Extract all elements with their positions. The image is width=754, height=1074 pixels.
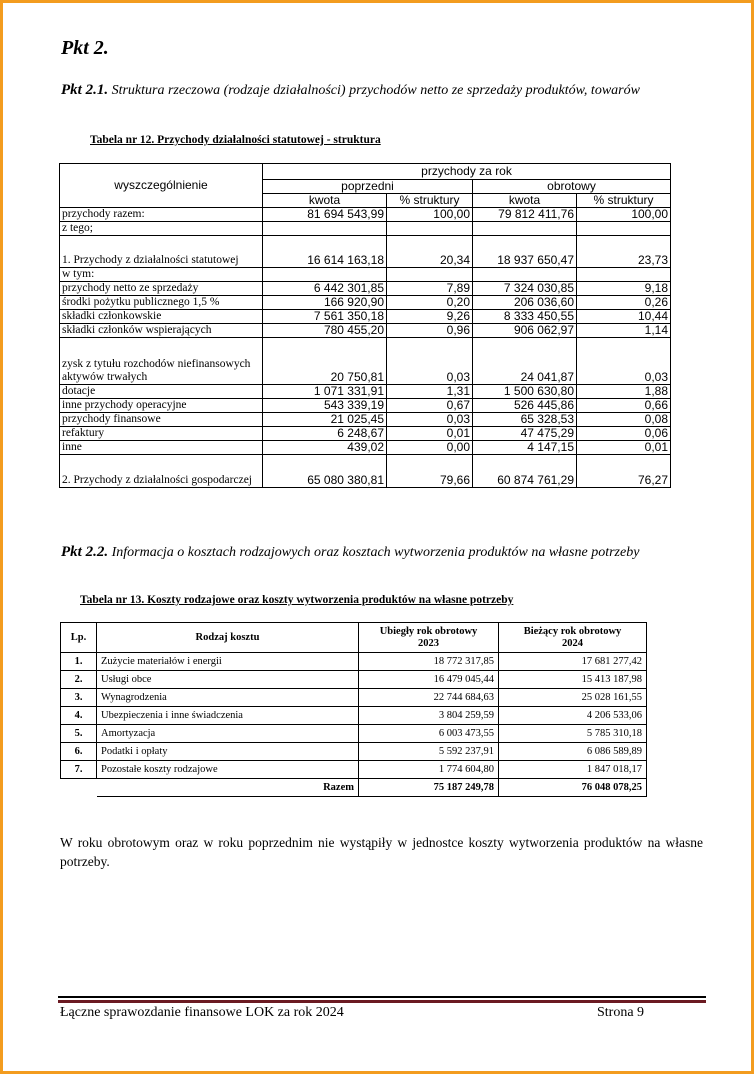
prev-amount: [263, 268, 387, 282]
row-label: składki członków wspierających: [60, 324, 263, 338]
prev-share: [387, 222, 473, 236]
total-prev: 75 187 249,78: [359, 779, 499, 797]
row-lp: 4.: [61, 707, 97, 725]
table-row: [60, 236, 671, 268]
page-number: Strona 9: [597, 1005, 645, 1020]
prev-value: 6 003 473,55: [359, 725, 499, 743]
curr-amount: 906 062,97: [473, 324, 577, 338]
column-header-prev: poprzedni: [263, 180, 473, 194]
table-12-caption: Tabela nr 12. Przychody działalności statutowej - struktura: [90, 134, 381, 146]
prev-share: 0,96: [387, 324, 473, 338]
row-label: dotacje: [60, 385, 263, 399]
curr-value: 25 028 161,55: [499, 689, 647, 707]
curr-value: 6 086 589,89: [499, 743, 647, 761]
row-label: refaktury: [60, 427, 263, 441]
row-label: przychody finansowe: [60, 413, 263, 427]
table-total-row: [61, 779, 647, 797]
row-label: w tym:: [60, 268, 263, 282]
column-header-prev-amount: kwota: [263, 194, 387, 208]
row-lp: 2.: [61, 671, 97, 689]
curr-amount: [473, 268, 577, 282]
row-lp: 7.: [61, 761, 97, 779]
prev-share: 0,03: [387, 338, 473, 385]
row-label: inne przychody operacyjne: [60, 399, 263, 413]
curr-amount: 47 475,29: [473, 427, 577, 441]
prev-amount: 543 339,19: [263, 399, 387, 413]
prev-share: 0,00: [387, 441, 473, 455]
prev-value: 3 804 259,59: [359, 707, 499, 725]
row-kind: Pozostałe koszty rodzajowe: [97, 761, 359, 779]
curr-share: 76,27: [577, 455, 671, 488]
prev-amount: 7 561 350,18: [263, 310, 387, 324]
curr-amount: 526 445,86: [473, 399, 577, 413]
curr-share: 1,14: [577, 324, 671, 338]
column-header-curr-share: % struktury: [577, 194, 671, 208]
prev-share: 7,89: [387, 282, 473, 296]
curr-share: 9,18: [577, 282, 671, 296]
prev-amount: 65 080 380,81: [263, 455, 387, 488]
table-row: [60, 222, 671, 236]
row-kind: Usługi obce: [97, 671, 359, 689]
prev-share: 20,34: [387, 236, 473, 268]
curr-share: 0,01: [577, 441, 671, 455]
curr-share: 0,06: [577, 427, 671, 441]
row-lp: 3.: [61, 689, 97, 707]
curr-share: 0,08: [577, 413, 671, 427]
table-row: [60, 282, 671, 296]
prev-share: [387, 268, 473, 282]
table-row: [61, 725, 647, 743]
curr-share: 0,26: [577, 296, 671, 310]
section-2-1-number: Pkt 2.1.: [61, 82, 109, 98]
table-row: [61, 671, 647, 689]
footer-title: Łączne sprawozdanie finansowe LOK za rok 2024: [60, 1005, 344, 1020]
curr-amount: 7 324 030,85: [473, 282, 577, 296]
column-header-item: wyszczególnienie: [60, 164, 263, 208]
document-page: [3, 3, 751, 1071]
prev-amount: 81 694 543,99: [263, 208, 387, 222]
row-label: przychody netto ze sprzedaży: [60, 282, 263, 296]
table-row: [60, 324, 671, 338]
prev-share: 79,66: [387, 455, 473, 488]
column-header-curr: obrotowy: [473, 180, 671, 194]
curr-value: 17 681 277,42: [499, 653, 647, 671]
section-2-2-heading: [61, 543, 681, 562]
note-paragraph: W roku obrotowym oraz w roku poprzednim nie wystąpiły w jednostce koszty wytworzenia produktów na własne potrzeby.: [60, 835, 703, 869]
prev-year-label: Ubiegły rok obrotowy: [379, 625, 478, 637]
table-row: [60, 455, 671, 488]
prev-value: 5 592 237,91: [359, 743, 499, 761]
prev-amount: 6 248,67: [263, 427, 387, 441]
row-label: 2. Przychody z działalności gospodarczej: [60, 455, 263, 488]
table-row: [60, 427, 671, 441]
curr-value: 5 785 310,18: [499, 725, 647, 743]
row-kind: Amortyzacja: [97, 725, 359, 743]
row-label: zysk z tytułu rozchodów niefinansowych aktywów trwałych: [60, 338, 263, 385]
column-header-curr-amount: kwota: [473, 194, 577, 208]
table-13-caption: Tabela nr 13. Koszty rodzajowe oraz koszty wytworzenia produktów na własne potrzeby: [80, 594, 514, 606]
prev-amount: [263, 222, 387, 236]
section-2-2-number: Pkt 2.2.: [61, 544, 109, 560]
prev-year-value: 2023: [418, 637, 439, 649]
total-label: Razem: [97, 779, 359, 797]
row-kind: Podatki i opłaty: [97, 743, 359, 761]
prev-amount: 16 614 163,18: [263, 236, 387, 268]
prev-amount: 780 455,20: [263, 324, 387, 338]
row-lp: 6.: [61, 743, 97, 761]
prev-share: 0,67: [387, 399, 473, 413]
curr-amount: 65 328,53: [473, 413, 577, 427]
curr-share: 0,03: [577, 338, 671, 385]
curr-amount: 8 333 450,55: [473, 310, 577, 324]
section-2-1-heading: [61, 81, 681, 100]
table-row: [60, 413, 671, 427]
table-row: [60, 385, 671, 399]
table-row: [61, 653, 647, 671]
table-row: [60, 268, 671, 282]
curr-value: 1 847 018,17: [499, 761, 647, 779]
curr-share: [577, 222, 671, 236]
prev-value: 1 774 604,80: [359, 761, 499, 779]
prev-share: 100,00: [387, 208, 473, 222]
row-label: środki pożytku publicznego 1,5 %: [60, 296, 263, 310]
table-row: [60, 208, 671, 222]
row-lp: 5.: [61, 725, 97, 743]
curr-amount: 206 036,60: [473, 296, 577, 310]
total-curr: 76 048 078,25: [499, 779, 647, 797]
prev-amount: 21 025,45: [263, 413, 387, 427]
curr-amount: 60 874 761,29: [473, 455, 577, 488]
curr-share: 23,73: [577, 236, 671, 268]
prev-share: 9,26: [387, 310, 473, 324]
footer-divider-accent: [58, 1000, 706, 1003]
prev-share: 0,03: [387, 413, 473, 427]
curr-year-label: Bieżący rok obrotowy: [523, 625, 622, 637]
table-row: [61, 689, 647, 707]
prev-amount: 20 750,81: [263, 338, 387, 385]
prev-value: 22 744 684,63: [359, 689, 499, 707]
prev-value: 18 772 317,85: [359, 653, 499, 671]
table-13: [60, 622, 647, 797]
prev-share: 0,20: [387, 296, 473, 310]
column-header-group: przychody za rok: [263, 164, 671, 180]
curr-share: [577, 268, 671, 282]
table-row: [61, 707, 647, 725]
curr-amount: 24 041,87: [473, 338, 577, 385]
column-header-kind: Rodzaj kosztu: [97, 623, 359, 653]
curr-amount: [473, 222, 577, 236]
table-row: [60, 310, 671, 324]
prev-share: 1,31: [387, 385, 473, 399]
table-row: [60, 338, 671, 385]
section-2-2-title: Informacja o kosztach rodzajowych oraz kosztach wytworzenia produktów na własne potrzeby: [111, 545, 640, 560]
curr-amount: 4 147,15: [473, 441, 577, 455]
prev-value: 16 479 045,44: [359, 671, 499, 689]
prev-share: 0,01: [387, 427, 473, 441]
table-row: [60, 399, 671, 413]
table-row: [60, 296, 671, 310]
curr-share: 100,00: [577, 208, 671, 222]
page-heading: Pkt 2.: [61, 37, 109, 59]
curr-share: 1,88: [577, 385, 671, 399]
total-spacer: [61, 779, 97, 797]
row-kind: Wynagrodzenia: [97, 689, 359, 707]
curr-amount: 18 937 650,47: [473, 236, 577, 268]
row-label: z tego;: [60, 222, 263, 236]
curr-value: 15 413 187,98: [499, 671, 647, 689]
curr-share: 0,66: [577, 399, 671, 413]
row-kind: Zużycie materiałów i energii: [97, 653, 359, 671]
prev-amount: 6 442 301,85: [263, 282, 387, 296]
prev-amount: 166 920,90: [263, 296, 387, 310]
row-label: inne: [60, 441, 263, 455]
column-header-curr-year: [499, 623, 647, 653]
table-row: [61, 743, 647, 761]
row-label: składki członkowskie: [60, 310, 263, 324]
row-lp: 1.: [61, 653, 97, 671]
footer-divider: [58, 996, 706, 998]
table-row: [60, 441, 671, 455]
prev-amount: 439,02: [263, 441, 387, 455]
row-label: przychody razem:: [60, 208, 263, 222]
curr-share: 10,44: [577, 310, 671, 324]
column-header-prev-share: % struktury: [387, 194, 473, 208]
curr-year-value: 2024: [562, 637, 583, 649]
column-header-prev-year: [359, 623, 499, 653]
row-label: 1. Przychody z działalności statutowej: [60, 236, 263, 268]
curr-amount: 1 500 630,80: [473, 385, 577, 399]
curr-amount: 79 812 411,76: [473, 208, 577, 222]
column-header-lp: Lp.: [61, 623, 97, 653]
table-12: [59, 163, 671, 488]
curr-value: 4 206 533,06: [499, 707, 647, 725]
row-kind: Ubezpieczenia i inne świadczenia: [97, 707, 359, 725]
section-2-1-title: Struktura rzeczowa (rodzaje działalności) przychodów netto ze sprzedaży produktów, towarów: [111, 83, 640, 98]
prev-amount: 1 071 331,91: [263, 385, 387, 399]
table-row: [61, 761, 647, 779]
